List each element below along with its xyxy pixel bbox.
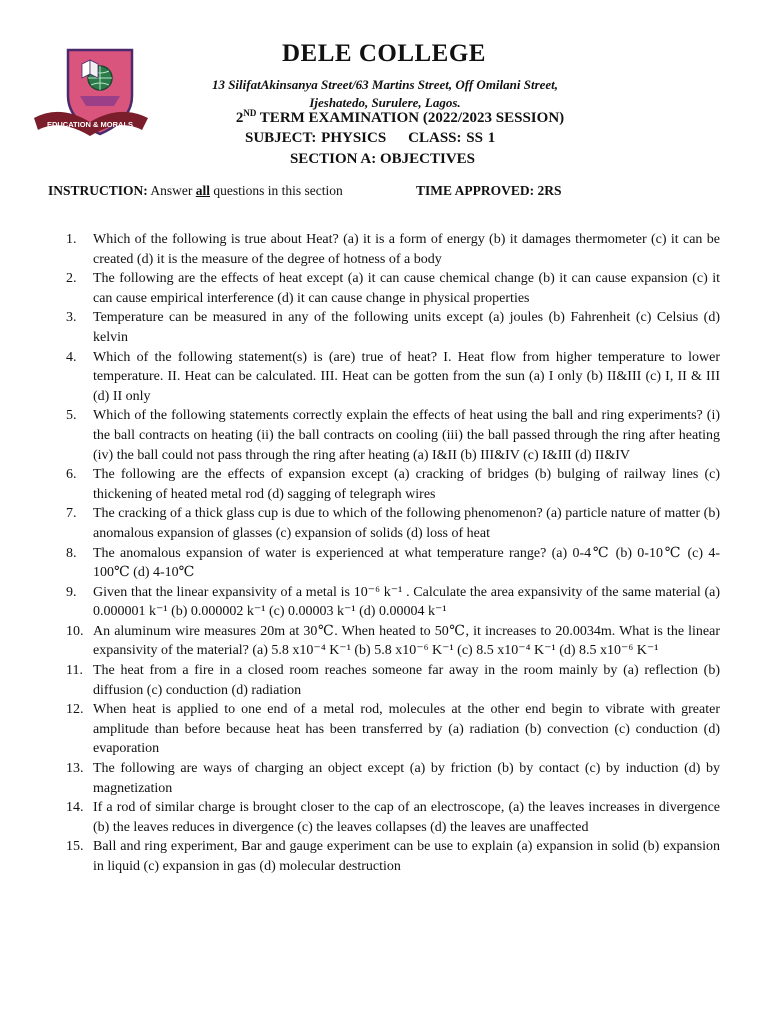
question-text: Ball and ring experiment, Bar and gauge experiment can be use to explain (a) expansion in solid (b) expansion in liquid (c) expansion in gas (d) molecular destruction: [93, 839, 720, 874]
question-number: 14.: [66, 800, 84, 816]
question-number: 8.: [66, 545, 77, 561]
question-text: If a rod of similar charge is brought closer to the cap of an electroscope, (a) the leaves increases in divergence (b) the leaves reduces in divergence (c) the leaves collapses (d) the leaves are unaffected: [93, 800, 720, 835]
question-item: [66, 700, 720, 759]
question-number: 13.: [66, 761, 84, 777]
subject-label: SUBJECT: PHYSICS: [245, 130, 387, 146]
time-approved: TIME APPROVED: 2RS: [416, 183, 562, 198]
instruction-text-before: Answer: [147, 183, 196, 198]
instruction-emphasis: all: [195, 183, 211, 198]
question-item: [66, 269, 720, 308]
question-text: An aluminum wire measures 20m at 30℃. When heated to 50℃, it increases to 20.0034m. What is the linear expansivity of the material? (a) 5.8 x10⁻⁴ K⁻¹ (b) 5.8 x10⁻⁶ K⁻¹ (c) 8.5 x10⁻⁴ K⁻¹ (d) 8.5 x10⁻⁶ K⁻¹: [93, 623, 720, 659]
question-number: 6.: [66, 467, 77, 483]
question-text: Which of the following statement(s) is (are) true of heat? I. Heat flow from higher temperature to lower temperature. II. Heat can be calculated. III. Heat can be gotten from the sun (a) I only (b) II&III (c) I, II & III (d) II only: [93, 349, 720, 404]
question-item: [66, 759, 720, 798]
question-list: [66, 230, 720, 877]
question-text: Temperature can be measured in any of the following units except (a) joules (b) Fahrenheit (c) Celsius (d) kelvin: [93, 310, 720, 345]
question-item: [66, 544, 720, 583]
question-item: [66, 504, 720, 543]
question-item: [66, 583, 720, 622]
school-address: [150, 76, 620, 112]
question-item: [66, 798, 720, 837]
question-text: The anomalous expansion of water is experienced at what temperature range? (a) 0-4℃ (b) 0-10℃ (c) 4-100℃ (d) 4-10℃: [93, 545, 720, 581]
question-text: The cracking of a thick glass cup is due to which of the following phenomenon? (a) particle nature of matter (b) anomalous expansion of glasses (c) expansion of solids (d) loss of heat: [93, 506, 720, 541]
question-item: [66, 661, 720, 700]
instruction-label: INSTRUCTION:: [48, 183, 148, 198]
question-text: The following are the effects of heat except (a) it can cause chemical change (b) it can cause expansion (c) it can cause empirical interference (d) it can cause change in physical properties: [93, 271, 720, 306]
question-number: 2.: [66, 271, 77, 287]
term-title: [150, 108, 650, 127]
subject-line: [245, 130, 495, 147]
term-number: 2: [235, 110, 244, 126]
question-number: 11.: [66, 663, 83, 679]
question-number: 4.: [66, 349, 77, 365]
term-ordinal: ND: [243, 108, 257, 118]
question-text: The following are the effects of expansion except (a) cracking of bridges (b) bulging of railway lines (c) thickening of heated metal rod (d) sagging of telegraph wires: [93, 467, 720, 502]
instruction-line: [48, 183, 562, 199]
question-text: Given that the linear expansivity of a metal is 10⁻⁶ k⁻¹ . Calculate the area expansivity of the same material (a) 0.000001 k⁻¹ (b) 0.000002 k⁻¹ (c) 0.00003 k⁻¹ (d) 0.00004 k⁻¹: [93, 584, 720, 620]
class-label: CLASS: SS 1: [408, 130, 496, 146]
question-number: 15.: [66, 839, 84, 855]
address-line-1: 13 SilifatAkinsanya Street/63 Martins Street, Off Omilani Street,: [211, 77, 559, 92]
question-number: 10.: [66, 623, 84, 639]
logo-motto: EDUCATION & MORALS: [46, 120, 134, 129]
address-line-2: Ijeshatedo, Surulere, Lagos.: [309, 95, 461, 110]
question-item: [66, 230, 720, 269]
question-item: [66, 837, 720, 876]
school-name: DELE COLLEGE: [282, 40, 486, 67]
question-number: 5.: [66, 408, 77, 424]
question-text: Which of the following statements correctly explain the effects of heat using the ball and ring experiments? (i) the ball contracts on heating (ii) the ball contracts on cooling (iii) the ball passed through the ring after heating (iv) the ball could not pass through the ring after heating (a) I&II (b) III&IV (c) I&III (d) II&IV: [93, 408, 720, 463]
question-item: [66, 406, 720, 465]
question-number: 7.: [66, 506, 77, 522]
question-number: 12.: [66, 702, 84, 718]
question-number: 1.: [66, 232, 77, 247]
question-text: The following are ways of charging an object except (a) by friction (b) by contact (c) by induction (d) by magnetization: [93, 761, 720, 796]
question-text: The heat from a fire in a closed room reaches someone far away in the room mainly by (a) reflection (b) diffusion (c) conduction (d) radiation: [93, 663, 720, 698]
question-item: [66, 465, 720, 504]
term-description: TERM EXAMINATION (2022/2023 SESSION): [256, 110, 565, 126]
question-item: [66, 622, 720, 661]
question-text: When heat is applied to one end of a metal rod, molecules at the other end begin to vibrate with greater amplitude than before because heat has been transferred by (a) radiation (b) convection (c) conduction (d) evaporation: [93, 702, 720, 757]
section-title: SECTION A: OBJECTIVES: [289, 151, 476, 167]
question-item: [66, 308, 720, 347]
question-item: [66, 348, 720, 407]
question-text: Which of the following is true about Heat? (a) it is a form of energy (b) it damages thermometer (c) it can be created (d) it is the measure of the degree of hotness of a body: [93, 232, 720, 267]
instruction-text-after: questions in this section: [210, 183, 343, 198]
question-number: 9.: [66, 584, 77, 600]
question-number: 3.: [66, 310, 77, 326]
